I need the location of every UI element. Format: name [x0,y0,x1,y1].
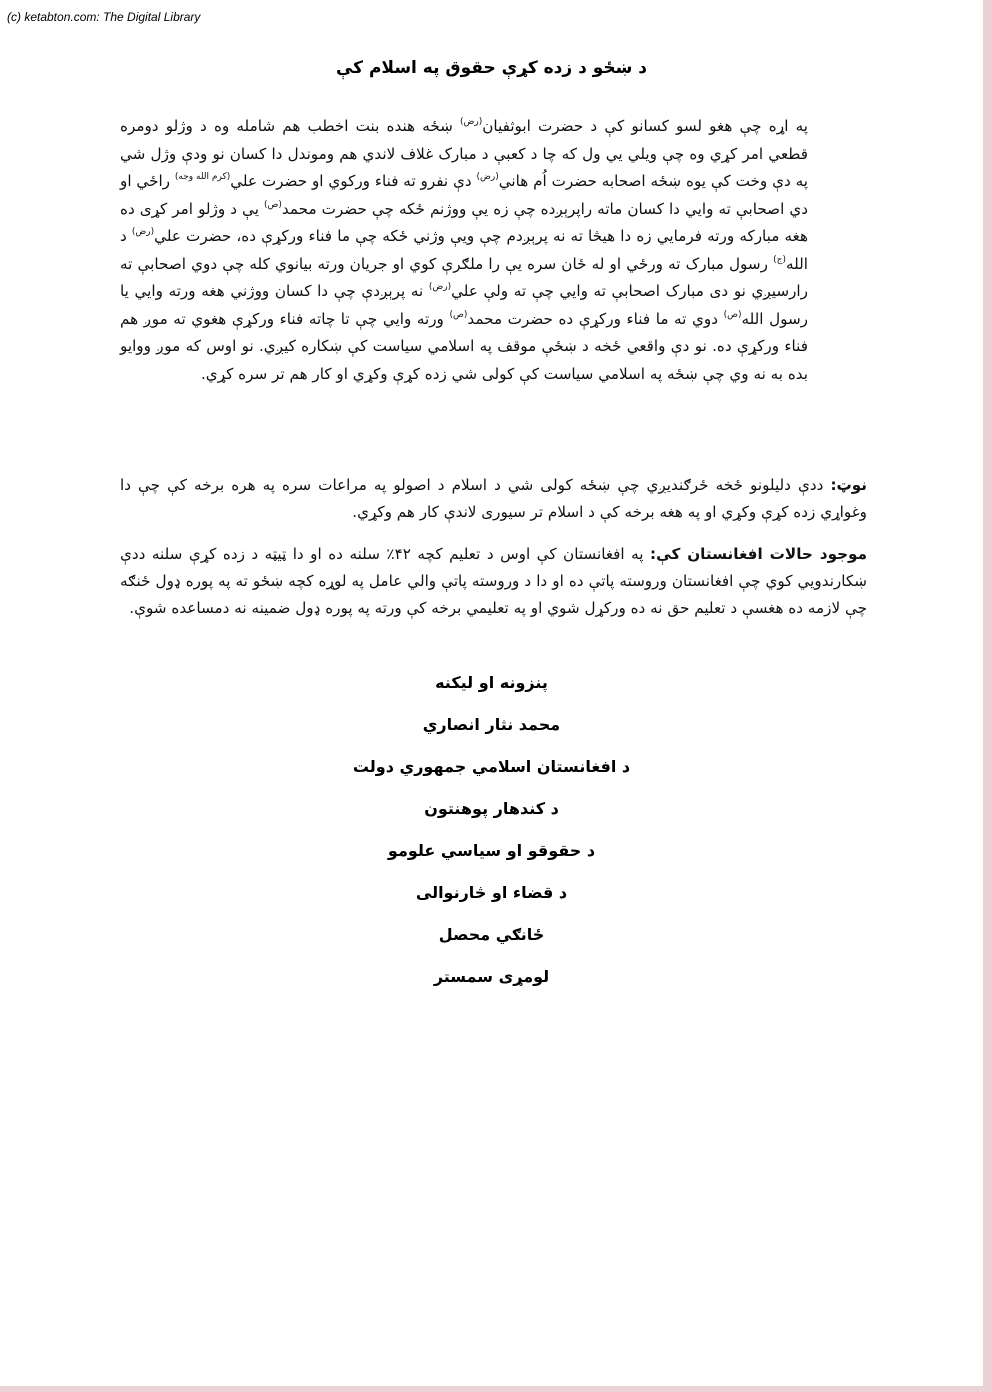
paragraph-note [120,472,867,526]
honorific-superscript: (رض) [428,282,452,292]
honorific-superscript: (ص) [449,309,468,320]
paragraph-main: په اړه چې هغو لسو کسانو کې د حضرت ابوثفیان$^{(رض)}$ ښځه هنده بنت اخطب هم شامله وه د وژلو دومره قطعي امر کړي وه چې ویلي یي ول که چا د کعبې د مبارک غلاف لاندي هم وموندل دا کسان نو ودې وژل شي په دې وخت کې یوه ښځه اصحابه حضرت اُم هاني$^{(رض)}$ دې نفرو ته فناء ورکوي او حضرت علي$^{(کرم الله وجه)}$ راځي او دي اصحابې ته وایي دا کسان ماته راپرېږده چې زه یې ووژنم ځکه چې حضرت محمد$^{(ص)}$ یې د وژلو امر کړی ده هغه مبارکه ورته فرمایي زه دا هیڅا ته نه پرېږدم چې ویې وژني ځکه چې ما فناء ورکړې ده، حضرت علي$^{(رض)}$ د الله$^{(ج)}$ رسول مبارک ته ورځي او له ځان سره یې را ملګرې کوي او جریان ورته بیانوي کله چې دوي اصحابې ته رارسیږي نو دی مبارک اصحابې ته وایي چې ته ولې علي$^{(رض)}$ نه پرېږدې چې دا کسان ووژني هغه ورته وایي یا رسول الله$^{(ص)}$ دوي ته ما فناء ورکړې ده حضرت محمد$^{(ص)}$ ورته وایي چې تا چاته فناء ورکړې هغوي ته موږ هم فناء ورکړې ده. نو دې واقعي ځخه د ښځې موقف په اسلامي سیاست کې ښکاره کیږي. نو اوس که موږ ووایو بده به نه وي چې ښځه په اسلامي سیاست کې کولی شي زده کړې وکړي او کار هم تر سره کړي. [120,117,809,383]
honorific-superscript: (ص) [263,199,282,210]
note-text: ددې دلیلونو ځخه ځرګندیږي چې ښځه کولی شي د اسلام د اصولو په مراعات سره په هره برخه کې چې دا وغواړي زده کړې وکړي او په هغه برخه کې د اسلام تر سیوری لاندې کار هم وکړي. [120,476,867,521]
current-situation-label: موجود حالات افغانستان کې: [650,545,867,563]
note-label: نوټ: [830,476,867,494]
honorific-superscript: (رض) [131,227,155,237]
signature-line-author-name: محمد نثار انصاري [422,715,561,734]
honorific-superscript: (ص) [723,309,742,320]
honorific-superscript: (کرم الله وجه) [174,172,231,182]
document-title: د ښځو د زده کړې حقوق په اسلام کې [335,58,648,78]
signature-line-state: د افغانستان اسلامي جمهوري دولت [352,757,631,776]
current-situation-text: په افغانستان کې اوس د تعلیم کچه ۴۲٪ سلنه ده او دا ټیټه د زده کړې سلنه ددې ښکارندویي کوي چې افغانستان وروسته پاتې ده او دا د وروسته پاتې والي عامل په لوړه کچه ښځو ته په پوره ډول ځنګه چې لازمه ده هغسې د تعلیم حق نه ده ورکړل شوي او په تعلیمي برخه کې ورته په پوره ډول ضمینه نه دمساعده شوې. [120,545,867,617]
signature-line-semester: لومړی سمستر [433,967,550,986]
signature-line-status: ځانګي محصل [438,925,545,944]
signature-line-department: د قضاء او څارنوالی [415,883,568,902]
signature-line-faculty: د حقوقو او سیاسي علومو [387,841,596,860]
honorific-superscript: (ج) [773,254,786,265]
honorific-superscript: (رض) [476,172,499,182]
signature-line-university: د کندهار پوهنتون [424,799,559,818]
author-signature-block [0,668,983,1004]
honorific-superscript: (رض) [460,117,483,127]
paragraph-current-situation [120,541,867,622]
signature-line-research: پنزونه او لیکنه [435,673,548,692]
watermark: (c) ketabton.com: The Digital Library [7,10,201,24]
